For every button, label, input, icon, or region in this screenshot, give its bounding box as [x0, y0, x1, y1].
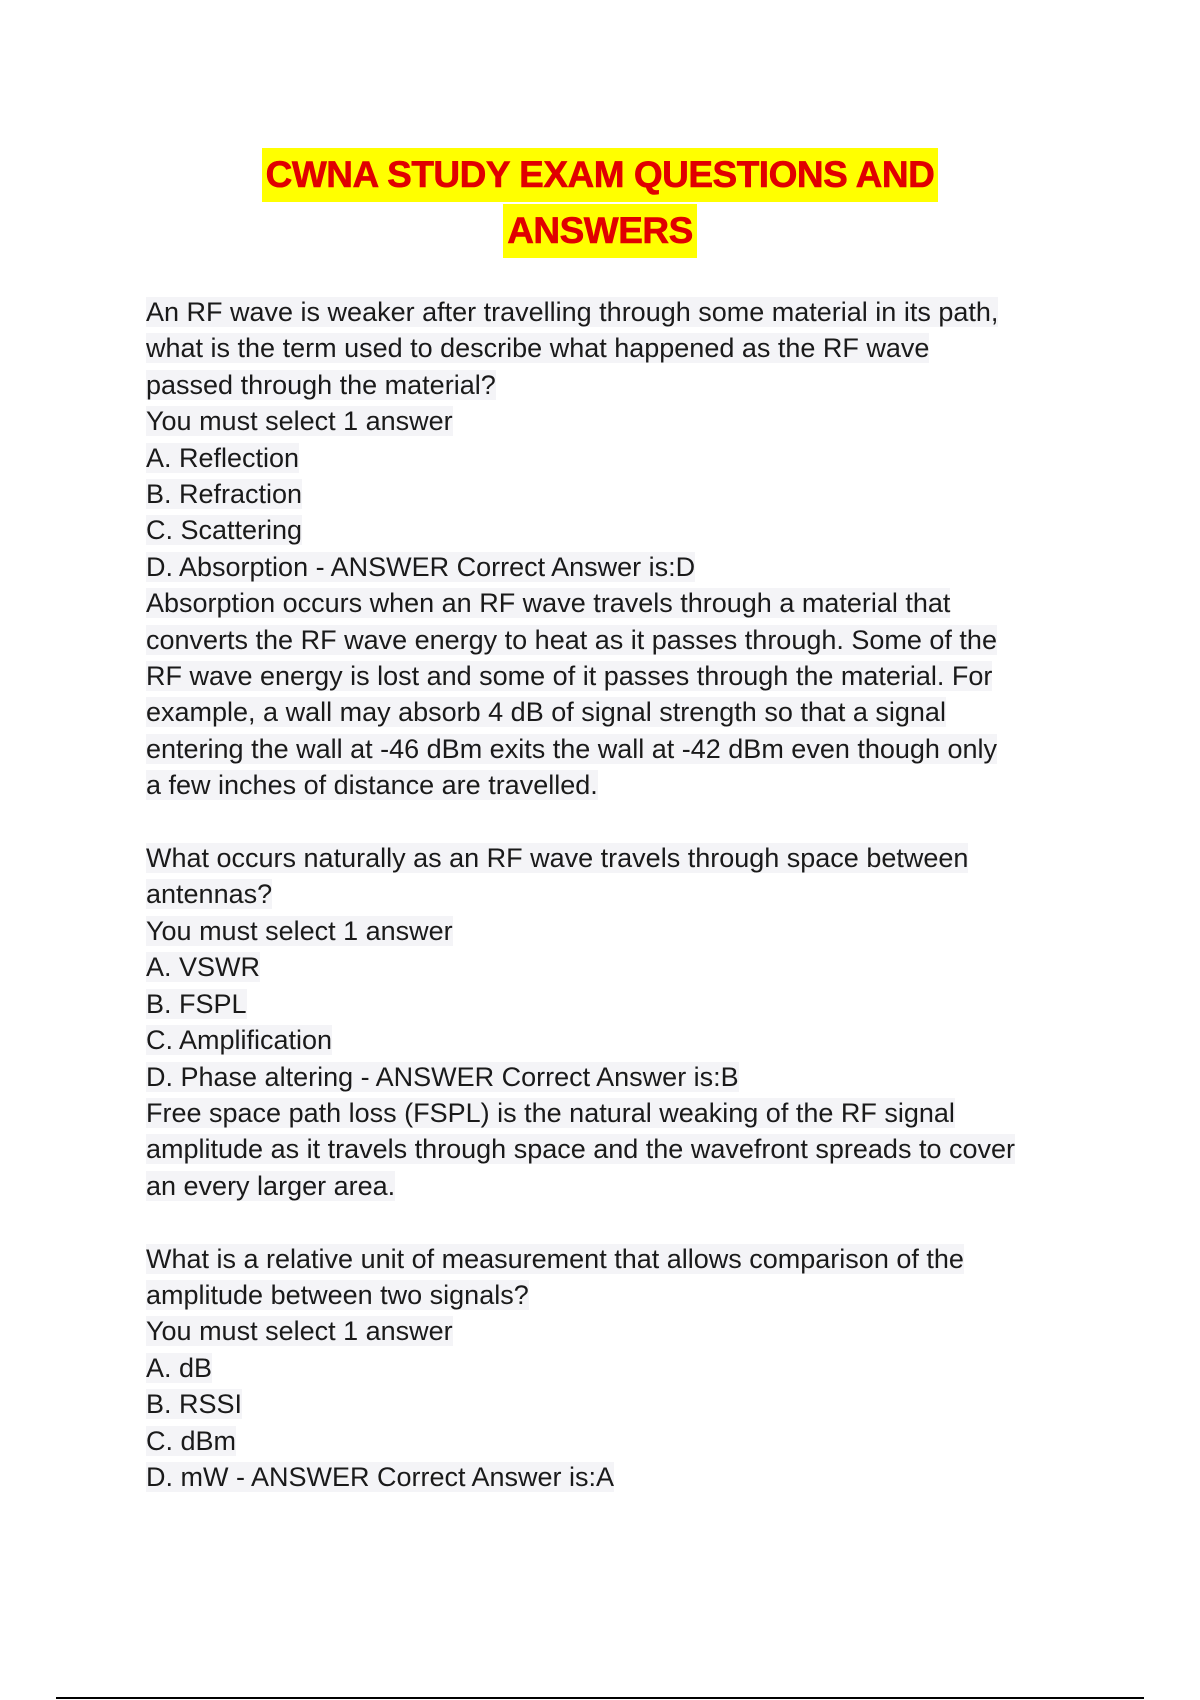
- instruction-text: You must select 1 answer: [146, 1316, 453, 1347]
- document-body: [146, 294, 1086, 1495]
- explanation-text: Free space path loss (FSPL) is the natural weaking of the RF signal: [146, 1097, 955, 1128]
- answer-option: A. dB: [146, 1352, 213, 1383]
- explanation-text: Absorption occurs when an RF wave travels through a material that: [146, 588, 951, 619]
- document-title: [0, 148, 1200, 260]
- explanation-text: converts the RF wave energy to heat as it passes through. Some of the: [146, 624, 997, 655]
- page-bottom-rule: [56, 1697, 1144, 1699]
- spacer: [146, 804, 1086, 840]
- question-block-1: [146, 294, 1086, 804]
- answer-option: C. Scattering: [146, 515, 303, 546]
- answer-option: A. VSWR: [146, 952, 261, 983]
- explanation-text: a few inches of distance are travelled.: [146, 770, 598, 801]
- question-block-2: [146, 840, 1086, 1204]
- answer-option: C. Amplification: [146, 1025, 333, 1056]
- question-text: An RF wave is weaker after travelling through some material in its path,: [146, 297, 999, 327]
- question-text: passed through the material?: [146, 369, 496, 400]
- answer-option: A. Reflection: [146, 442, 300, 473]
- answer-option: B. Refraction: [146, 479, 303, 510]
- instruction-text: You must select 1 answer: [146, 915, 453, 946]
- explanation-text: amplitude as it travels through space and the wavefront spreads to cover: [146, 1134, 1015, 1165]
- question-text: What is a relative unit of measurement that allows comparison of the: [146, 1243, 964, 1274]
- explanation-text: an every larger area.: [146, 1170, 396, 1201]
- title-line-2: ANSWERS: [503, 204, 697, 258]
- answer-option: B. RSSI: [146, 1389, 243, 1420]
- answer-option-with-correct-answer: D. Absorption - ANSWER Correct Answer is:D: [146, 551, 696, 582]
- answer-option: C. dBm: [146, 1425, 237, 1456]
- spacer: [146, 1204, 1086, 1240]
- question-text: what is the term used to describe what happened as the RF wave: [146, 333, 930, 364]
- answer-option-with-correct-answer: D. mW - ANSWER Correct Answer is:A: [146, 1461, 615, 1492]
- explanation-text: RF wave energy is lost and some of it passes through the material. For: [146, 661, 993, 692]
- answer-option: B. FSPL: [146, 988, 247, 1019]
- instruction-text: You must select 1 answer: [146, 406, 453, 437]
- explanation-text: example, a wall may absorb 4 dB of signal strength so that a signal: [146, 697, 946, 728]
- question-text: amplitude between two signals?: [146, 1279, 529, 1310]
- answer-option-with-correct-answer: D. Phase altering - ANSWER Correct Answer is:B: [146, 1061, 739, 1092]
- title-line-1: CWNA STUDY EXAM QUESTIONS AND: [262, 148, 939, 202]
- question-text: antennas?: [146, 879, 273, 910]
- question-block-3: [146, 1241, 1086, 1496]
- question-text: What occurs naturally as an RF wave travels through space between: [146, 843, 969, 874]
- explanation-text: entering the wall at -46 dBm exits the wall at -42 dBm even though only: [146, 733, 997, 764]
